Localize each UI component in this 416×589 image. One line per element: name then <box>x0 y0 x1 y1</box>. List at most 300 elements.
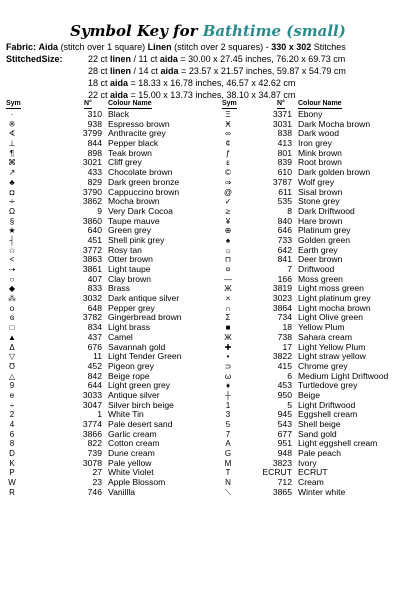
thread-number-cell: 3790 <box>82 186 102 197</box>
symbol-cell: ⌘ <box>8 158 16 168</box>
symbol-cell: ⇒ <box>224 177 232 187</box>
thread-number-cell: 3021 <box>82 157 102 168</box>
colour-name-cell: Dark golden brown <box>298 167 371 178</box>
stitched-size-row: 22 ct aida = 15.00 x 13.73 inches, 38.10 x 34.87 cm <box>88 90 296 100</box>
symbol-cell: Ж <box>224 284 232 294</box>
symbol-cell: 8 <box>9 439 15 449</box>
symbol-cell: W <box>8 478 16 488</box>
colour-name-cell: Moss green <box>298 273 343 284</box>
colour-name-cell: Pale peach <box>298 448 342 459</box>
symbol-cell: ■ <box>225 323 231 333</box>
symbol-cell: ※ <box>8 119 16 129</box>
colour-name-cell: Dark green bronze <box>108 176 180 187</box>
colour-name-cell: Sisal brown <box>298 186 343 197</box>
colour-name-cell: Antique silver <box>108 389 160 400</box>
colour-name-cell: Dark Mocha brown <box>298 118 371 129</box>
colour-name-cell: Cliff grey <box>108 157 142 168</box>
thread-number-cell: 543 <box>277 419 292 429</box>
symbol-cell: 2 <box>9 410 15 420</box>
thread-number-cell: 951 <box>277 438 292 449</box>
fabric-label: Fabric: <box>6 42 37 52</box>
colour-name-cell: Teak brown <box>108 147 152 158</box>
table-row <box>0 158 210 168</box>
header-sym: Sym <box>222 100 237 107</box>
thread-number-cell: 838 <box>277 128 292 139</box>
thread-number-cell: 841 <box>277 254 292 265</box>
stitched-size-row: 22 ct linen / 11 ct aida = 30.00 x 27.45 inches, 76.20 x 69.73 cm <box>88 54 346 64</box>
symbol-cell: © <box>225 168 231 178</box>
thread-number-cell: 23 <box>92 477 102 488</box>
header-sym: Sym <box>6 100 21 107</box>
thread-number-cell: 3862 <box>82 196 102 207</box>
thread-number-cell: 3865 <box>272 486 292 497</box>
colour-name-cell: Cotton cream <box>108 438 160 449</box>
symbol-cell: • <box>226 352 230 362</box>
thread-number-cell: 822 <box>87 438 102 449</box>
thread-number-cell: 3823 <box>272 457 292 468</box>
thread-number-cell: 3860 <box>82 215 102 226</box>
symbol-cell: 4 <box>9 420 15 429</box>
thread-number-cell: 950 <box>277 389 292 400</box>
colour-name-cell: Dark Driftwood <box>298 205 355 216</box>
colour-name-cell: Light eggshell cream <box>298 438 378 449</box>
symbol-cell: ⁂ <box>8 294 16 304</box>
colour-name-cell: Otter brown <box>108 254 153 265</box>
colour-name-cell: Deer brown <box>298 254 343 265</box>
thread-number-cell: 18 <box>282 322 292 333</box>
table-row <box>0 439 210 449</box>
symbol-cell: R <box>9 487 15 497</box>
thread-number-cell: 3032 <box>82 293 102 304</box>
table-row <box>0 129 210 139</box>
symbol-cell: Ӿ <box>225 119 231 129</box>
colour-name-cell: Pepper black <box>108 138 159 149</box>
table-row <box>0 468 210 478</box>
thread-number-cell: 3047 <box>82 399 102 410</box>
colour-name-cell: Earth grey <box>298 244 338 255</box>
colour-name-cell: Anthracite grey <box>108 128 166 139</box>
table-row <box>0 420 210 430</box>
thread-number-cell: 3866 <box>82 428 102 439</box>
table-row <box>0 410 210 420</box>
fabric-stitch-count: 330 x 302 <box>271 42 312 52</box>
colour-name-cell: Beige rope <box>108 370 150 381</box>
colour-name-cell: Light green grey <box>108 380 171 391</box>
table-row <box>0 275 210 285</box>
thread-number-cell: 646 <box>277 225 292 236</box>
table-row <box>0 323 210 333</box>
colour-name-cell: Pepper grey <box>108 302 155 313</box>
colour-name-cell: Pigeon grey <box>108 360 154 371</box>
thread-number-cell: 739 <box>87 448 102 459</box>
colour-name-cell: Espresso brown <box>108 118 170 129</box>
thread-number-cell: 834 <box>87 322 102 333</box>
symbol-cell: ♠ <box>225 235 231 245</box>
symbol-cell: ★ <box>8 226 16 236</box>
table-row <box>0 255 210 265</box>
title-main: Symbol Key for <box>70 22 203 40</box>
table-row <box>0 352 210 362</box>
title-design-name: Bathtime (small) <box>202 22 346 40</box>
thread-number-cell: 644 <box>87 380 102 391</box>
thread-number-cell: 310 <box>87 109 102 119</box>
table-row <box>0 449 210 459</box>
symbol-cell: ÷ <box>9 400 15 410</box>
table-row <box>0 401 210 411</box>
symbol-cell: ▽ <box>8 352 16 362</box>
thread-number-cell: ECRUT <box>262 467 292 478</box>
symbol-cell: 1 <box>225 400 231 410</box>
symbol-cell: ♣ <box>9 177 15 187</box>
colour-name-cell: Green grey <box>108 225 151 236</box>
thread-number-cell: 938 <box>87 118 102 129</box>
symbol-cell: ∻ <box>8 197 16 207</box>
thread-number-cell: 3371 <box>272 109 292 119</box>
colour-name-cell: Light Driftwood <box>298 399 356 410</box>
fabric-linen-note: (stitch over 2 squares) <box>174 42 264 52</box>
colour-name-cell: Golden green <box>298 234 351 245</box>
colour-name-cell: Garlic cream <box>108 428 157 439</box>
colour-name-cell: Taupe mauve <box>108 215 160 226</box>
thread-number-cell: 839 <box>277 157 292 168</box>
colour-name-cell: Cream <box>298 477 324 488</box>
symbol-cell: Σ <box>225 313 231 323</box>
colour-name-cell: Mocha brown <box>108 196 160 207</box>
symbol-cell: 9 <box>9 381 15 391</box>
table-row <box>0 294 210 304</box>
colour-name-cell: Chocolate brown <box>108 167 173 178</box>
colour-name-cell: Eggshell cream <box>298 409 358 420</box>
colour-name-cell: Root brown <box>298 157 342 168</box>
table-row <box>0 381 210 391</box>
colour-name-cell: Medium Light Driftwood <box>298 370 389 381</box>
thread-number-cell: 166 <box>277 273 292 284</box>
colour-name-cell: Apple Blossom <box>108 477 166 488</box>
thread-number-cell: 898 <box>87 147 102 158</box>
symbol-cell: 5 <box>225 420 231 429</box>
symbol-cell: ⊕ <box>224 226 232 236</box>
symbol-cell: o <box>9 303 15 313</box>
symbol-cell: ☆ <box>8 245 16 255</box>
table-row <box>0 265 210 275</box>
fabric-aida: Aida <box>38 42 59 52</box>
symbol-cell: ⇢ <box>8 265 16 274</box>
colour-name-cell: Platinum grey <box>298 225 351 236</box>
thread-number-cell: 677 <box>277 428 292 439</box>
thread-number-cell: 610 <box>277 167 292 178</box>
symbol-cell: ∢ <box>8 129 16 139</box>
fabric-linen: Linen <box>147 42 172 52</box>
symbol-cell: ↗ <box>8 168 16 178</box>
table-row <box>0 226 210 236</box>
colour-name-cell: Turtledove grey <box>298 380 358 391</box>
thread-number-cell: 433 <box>87 167 102 178</box>
symbol-cell: ¢ <box>225 139 231 149</box>
thread-number-cell: 746 <box>87 486 102 497</box>
table-row <box>0 120 210 130</box>
symbol-cell: ⊃ <box>224 361 232 371</box>
colour-name-cell: Wolf grey <box>298 176 335 187</box>
symbol-table-right <box>210 100 416 498</box>
colour-name-cell: Brass <box>108 283 130 294</box>
thread-number-cell: 676 <box>87 341 102 352</box>
fabric-stitch-suffix: Stitches <box>311 42 346 52</box>
colour-name-cell: Iron grey <box>298 138 332 149</box>
colour-name-cell: Driftwood <box>298 264 335 274</box>
thread-number-cell: 3799 <box>82 128 102 139</box>
thread-number-cell: 948 <box>277 448 292 459</box>
colour-name-cell: Dark antique silver <box>108 293 180 304</box>
symbol-cell: ✚ <box>224 342 232 352</box>
thread-number-cell: 11 <box>93 351 102 362</box>
table-row <box>0 236 210 246</box>
colour-name-cell: Clay brown <box>108 273 151 284</box>
symbol-cell: ⊥ <box>8 139 16 149</box>
colour-name-cell: Gingerbread brown <box>108 312 182 323</box>
colour-name-cell: Yellow Plum <box>298 322 345 333</box>
thread-number-cell: 840 <box>277 215 292 226</box>
colour-name-cell: Shell pink grey <box>108 234 165 245</box>
colour-name-cell: Camel <box>108 331 133 342</box>
table-row <box>0 372 210 382</box>
colour-name-cell: Light Tender Green <box>108 351 182 362</box>
thread-number-cell: 3774 <box>82 419 102 429</box>
symbol-cell: K <box>9 458 15 468</box>
colour-name-cell: Shell beige <box>298 419 341 429</box>
symbol-cell: Ξ <box>225 110 231 119</box>
colour-name-cell: White Violet <box>108 467 154 478</box>
header-num: N° <box>277 100 285 107</box>
symbol-cell: Ж <box>224 332 232 342</box>
thread-number-cell: 437 <box>87 331 102 342</box>
symbol-cell: < <box>9 255 15 265</box>
symbol-cell: ┼ <box>225 390 231 400</box>
thread-number-cell: 642 <box>277 244 292 255</box>
symbol-cell: Δ <box>9 342 15 352</box>
table-row <box>0 362 210 372</box>
colour-name-cell: Light platinum grey <box>298 293 371 304</box>
symbol-cell: ∞ <box>225 129 231 139</box>
table-row <box>0 333 210 343</box>
thread-number-cell: 6 <box>287 370 292 381</box>
symbol-cell: § <box>9 216 15 226</box>
symbol-table-left <box>0 100 210 498</box>
table-row <box>0 430 210 440</box>
thread-number-cell: 945 <box>277 409 292 420</box>
symbol-cell: △ <box>8 371 16 381</box>
stitched-size-label: StitchedSize: <box>6 54 63 64</box>
symbol-cell: Ʊ <box>9 361 15 371</box>
thread-number-cell: 17 <box>282 341 292 352</box>
thread-number-cell: 3031 <box>272 118 292 129</box>
symbol-cell: × <box>225 294 231 304</box>
colour-name-cell: Light Yellow Plum <box>298 341 366 352</box>
table-row <box>0 197 210 207</box>
symbol-cell: ¤ <box>225 265 231 274</box>
symbol-cell: ¶ <box>9 148 15 158</box>
thread-number-cell: 640 <box>87 225 102 236</box>
symbol-cell: M <box>224 458 232 468</box>
thread-number-cell: 712 <box>277 477 292 488</box>
thread-number-cell: 1 <box>97 409 102 420</box>
page-title <box>0 22 416 40</box>
symbol-cell: ∩ <box>225 303 231 313</box>
thread-number-cell: 801 <box>277 147 292 158</box>
fabric-dash: - <box>263 42 272 52</box>
thread-number-cell: 3782 <box>82 312 102 323</box>
table-row <box>0 391 210 401</box>
symbol-cell: ┤ <box>9 235 15 245</box>
symbol-cell: T <box>225 468 231 478</box>
thread-number-cell: 829 <box>87 176 102 187</box>
symbol-cell: □ <box>9 323 15 333</box>
colour-name-cell: Light moss green <box>298 283 364 294</box>
thread-number-cell: 733 <box>277 234 292 245</box>
colour-name-cell: Chrome grey <box>298 360 348 371</box>
colour-name-cell: Cappuccino brown <box>108 186 180 197</box>
header-colour-name: Colour Name <box>298 100 342 107</box>
symbol-cell: · <box>10 110 14 119</box>
thread-number-cell: 453 <box>277 380 292 391</box>
stitched-size-row: 28 ct linen / 14 ct aida = 23.57 x 21.57 inches, 59.87 x 54.79 cm <box>88 66 346 76</box>
header-colour-name: Colour Name <box>108 100 152 107</box>
table-row <box>0 207 210 217</box>
thread-number-cell: 5 <box>287 399 292 410</box>
thread-number-cell: 3819 <box>272 283 292 294</box>
fabric-aida-note: (stitch over 1 square) <box>60 42 146 52</box>
colour-name-cell: White Tin <box>108 409 144 420</box>
stitched-size-row: 18 ct aida = 18.33 x 16.78 inches, 46.57 x 42.62 cm <box>88 78 296 88</box>
symbol-cell: ✓ <box>224 197 232 207</box>
symbol-cell: ○ <box>9 274 15 284</box>
thread-number-cell: 844 <box>87 138 102 149</box>
symbol-cell: ɞ <box>9 313 15 323</box>
symbol-cell: 7 <box>225 429 231 439</box>
symbol-cell: ♦ <box>225 381 231 391</box>
thread-number-cell: 648 <box>87 302 102 313</box>
thread-number-cell: 451 <box>87 234 102 245</box>
symbol-cell: ε <box>226 158 230 168</box>
colour-name-cell: Light straw yellow <box>298 351 366 362</box>
symbol-cell: ≥ <box>225 206 231 216</box>
thread-number-cell: 9 <box>97 205 102 216</box>
thread-number-cell: 3861 <box>82 264 102 274</box>
colour-name-cell: Pale desert sand <box>108 419 173 429</box>
thread-number-cell: 8 <box>287 205 292 216</box>
colour-name-cell: Dune cream <box>108 448 155 459</box>
colour-name-cell: Winter white <box>298 486 346 497</box>
table-row <box>0 459 210 469</box>
colour-name-cell: Very Dark Cocoa <box>108 205 173 216</box>
symbol-cell: ◆ <box>8 284 16 294</box>
thread-number-cell: 3033 <box>82 389 102 400</box>
table-row <box>0 188 210 198</box>
colour-name-cell: Stone grey <box>298 196 340 207</box>
thread-number-cell: 842 <box>87 370 102 381</box>
thread-number-cell: 738 <box>277 331 292 342</box>
thread-number-cell: 3822 <box>272 351 292 362</box>
thread-number-cell: 3863 <box>82 254 102 265</box>
thread-number-cell: 7 <box>287 264 292 274</box>
symbol-cell: @ <box>223 187 233 197</box>
table-row <box>0 246 210 256</box>
header-num: N° <box>84 100 92 107</box>
symbol-cell: e <box>9 390 15 400</box>
symbol-cell: D <box>9 449 15 459</box>
colour-name-cell: Pale yellow <box>108 457 152 468</box>
colour-name-cell: Light Olive green <box>298 312 363 323</box>
colour-name-cell: Mink brown <box>298 147 342 158</box>
symbol-cell: N <box>225 478 231 488</box>
colour-name-cell: Light brass <box>108 322 151 333</box>
symbol-cell: Ω <box>9 206 15 216</box>
table-row <box>0 488 210 498</box>
table-header <box>0 100 210 110</box>
symbol-cell: 3 <box>225 410 231 420</box>
table-row <box>0 149 210 159</box>
symbol-cell: ⟍ <box>225 487 231 497</box>
thread-number-cell: 3864 <box>272 302 292 313</box>
table-row <box>0 478 210 488</box>
colour-name-cell: ECRUT <box>298 467 328 478</box>
colour-name-cell: Rosy tan <box>108 244 142 255</box>
thread-number-cell: 734 <box>277 312 292 323</box>
colour-name-cell: Light mocha brown <box>298 302 371 313</box>
symbol-cell: P <box>9 468 15 478</box>
colour-name-cell: Dark wood <box>298 128 340 139</box>
symbol-cell: ¥ <box>225 216 231 226</box>
colour-name-cell: Savannah gold <box>108 341 166 352</box>
thread-number-cell: 611 <box>278 186 292 197</box>
symbol-cell: ▲ <box>8 332 16 342</box>
colour-name-cell: Sand gold <box>298 428 337 439</box>
symbol-cell: G <box>224 449 232 459</box>
colour-name-cell: Ebony <box>298 109 323 119</box>
thread-number-cell: 415 <box>277 360 292 371</box>
thread-number-cell: 535 <box>277 196 292 207</box>
colour-name-cell: Sahara cream <box>298 331 352 342</box>
thread-number-cell: 413 <box>277 138 292 149</box>
table-row <box>0 217 210 227</box>
colour-name-cell: Vanillla <box>108 486 136 497</box>
symbol-cell: ⊓ <box>224 255 232 265</box>
thread-number-cell: 452 <box>87 360 102 371</box>
thread-number-cell: 27 <box>92 467 102 478</box>
thread-number-cell: 3078 <box>82 457 102 468</box>
symbol-cell: A <box>225 439 231 449</box>
symbol-cell: ƒ <box>225 148 231 158</box>
colour-name-cell: Ivory <box>298 457 317 468</box>
thread-number-cell: 3772 <box>82 244 102 255</box>
symbol-cell: ω <box>224 371 232 381</box>
table-row <box>0 139 210 149</box>
colour-name-cell: Light taupe <box>108 264 151 274</box>
fabric-line <box>6 42 346 52</box>
table-row <box>0 110 210 120</box>
table-row <box>210 488 416 498</box>
thread-number-cell: 3023 <box>272 293 292 304</box>
thread-number-cell: 833 <box>87 283 102 294</box>
symbol-cell: ◘ <box>9 187 15 197</box>
symbol-cell: ☼ <box>224 245 232 255</box>
symbol-cell: 6 <box>9 429 15 439</box>
symbol-cell: — <box>224 274 232 284</box>
table-row <box>0 313 210 323</box>
thread-number-cell: 3787 <box>272 176 292 187</box>
colour-name-cell: Beige <box>298 389 320 400</box>
thread-number-cell: 407 <box>87 273 102 284</box>
colour-name-cell: Black <box>108 109 130 119</box>
